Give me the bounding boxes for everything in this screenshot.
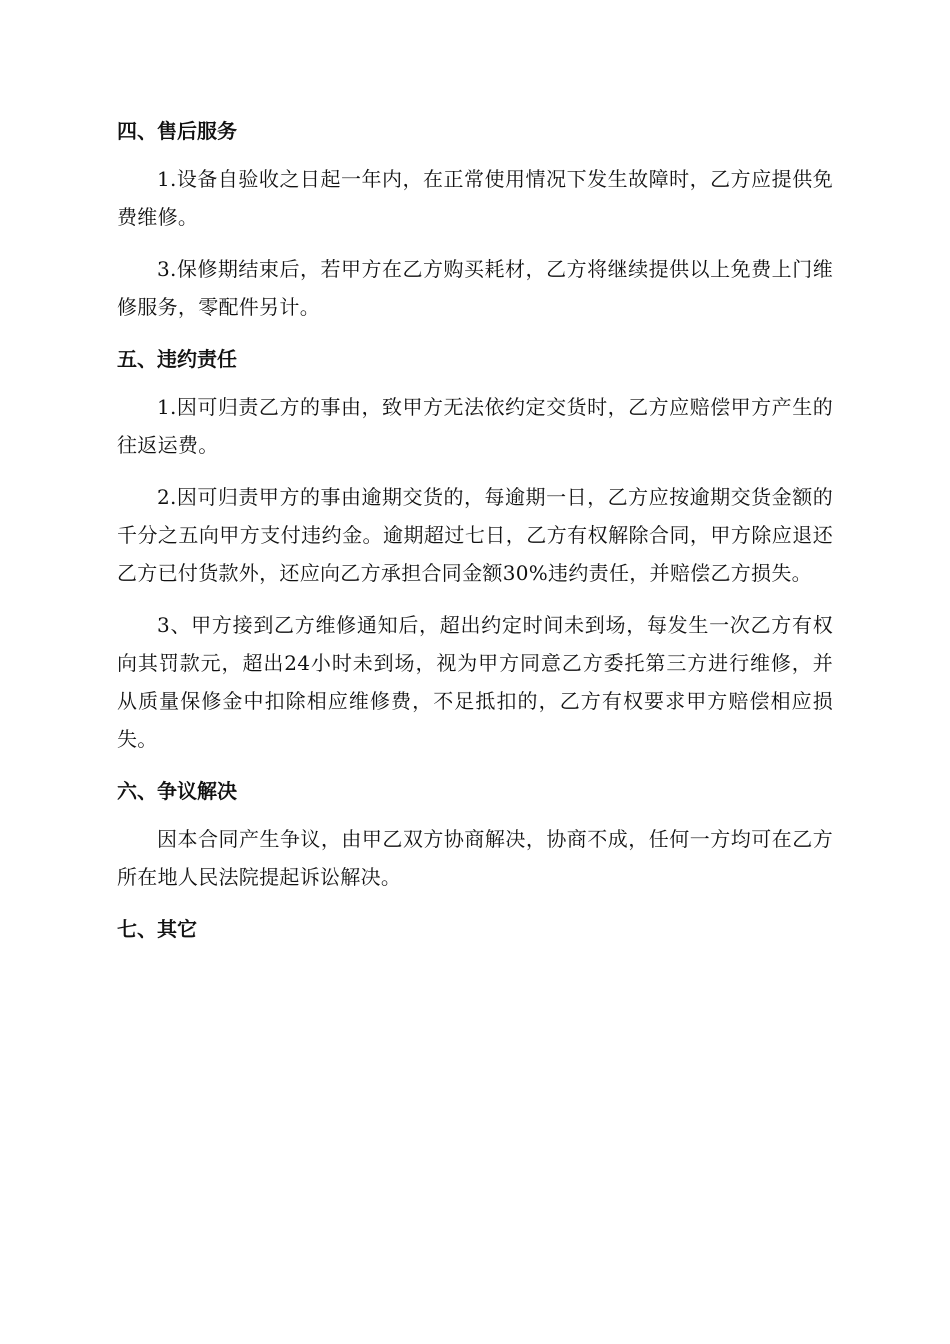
liability-clause-1: 1.因可归责乙方的事由，致甲方无法依约定交货时，乙方应赔偿甲方产生的往返运费。 bbox=[117, 395, 833, 457]
section-heading-other: 七、其它 bbox=[117, 917, 197, 941]
liability-clause-3: 3、甲方接到乙方维修通知后，超出约定时间未到场，每发生一次乙方有权向其罚款元，超出24小时未到场，视为甲方同意乙方委托第三方进行维修，并从质量保修金中扣除相应维修费，不足抵扣的，乙方有权要求甲方赔偿相应损失。 bbox=[117, 613, 833, 751]
after-sales-clause-1: 1.设备自验收之日起一年内，在正常使用情况下发生故障时，乙方应提供免费维修。 bbox=[117, 167, 833, 229]
document-body bbox=[117, 112, 833, 948]
section-heading-after-sales: 四、售后服务 bbox=[117, 119, 237, 143]
section-heading-dispute: 六、争议解决 bbox=[117, 779, 237, 803]
section-heading-liability: 五、违约责任 bbox=[117, 347, 237, 371]
liability-clause-2: 2.因可归责甲方的事由逾期交货的，每逾期一日，乙方应按逾期交货金额的千分之五向甲方支付违约金。逾期超过七日，乙方有权解除合同，甲方除应退还乙方已付货款外，还应向乙方承担合同金额30%违约责任，并赔偿乙方损失。 bbox=[117, 485, 833, 585]
dispute-clause: 因本合同产生争议，由甲乙双方协商解决，协商不成，任何一方均可在乙方所在地人民法院提起诉讼解决。 bbox=[117, 827, 833, 889]
after-sales-clause-3: 3.保修期结束后，若甲方在乙方购买耗材，乙方将继续提供以上免费上门维修服务，零配件另计。 bbox=[117, 257, 833, 319]
